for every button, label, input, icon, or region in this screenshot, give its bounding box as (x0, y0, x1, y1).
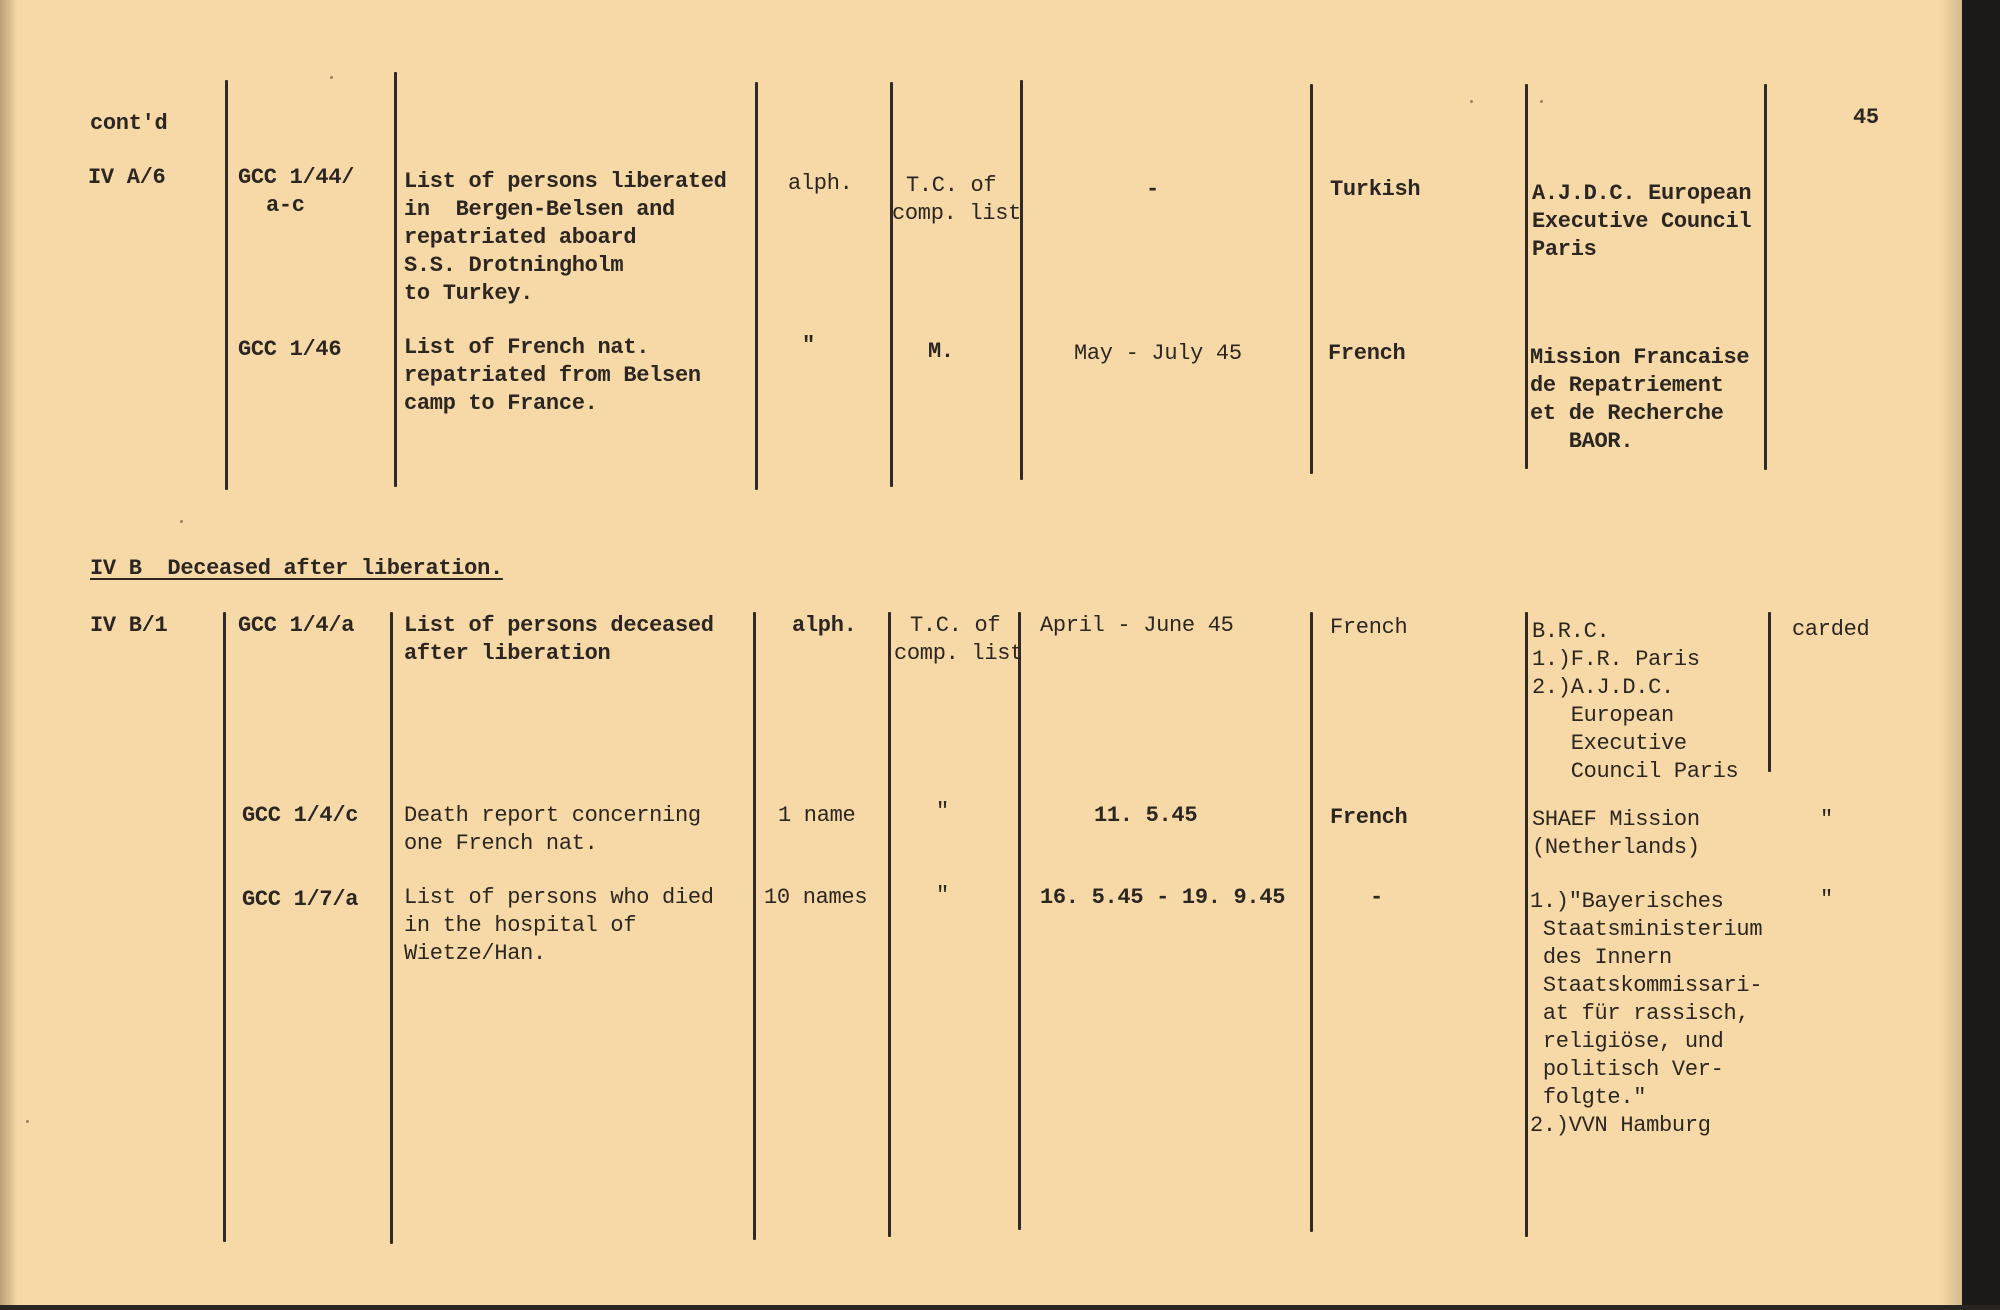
column-rule (394, 72, 397, 487)
section-heading: IV B Deceased after liberation. (90, 556, 503, 581)
description-line: repatriated from Belsen (404, 363, 701, 388)
row-nationality: French (1328, 341, 1406, 366)
row-remark: carded (1792, 617, 1870, 642)
paper-speck (180, 520, 183, 523)
source-line: SHAEF Mission (1532, 807, 1700, 832)
source-line: Paris (1532, 237, 1597, 262)
row-arrangement: alph. (788, 171, 853, 196)
row-period: 16. 5.45 - 19. 9.45 (1040, 885, 1286, 910)
row-arrangement: 1 name (778, 803, 856, 828)
column-rule (1764, 84, 1767, 470)
ref-line: GCC 1/44/ (238, 165, 355, 190)
source-line: 2.)VVN Hamburg (1530, 1113, 1711, 1138)
page-edge-shadow (1940, 0, 1962, 1305)
column-rule (223, 612, 226, 1242)
row-nationality: French (1330, 615, 1408, 640)
contd-label: cont'd (90, 111, 168, 136)
column-rule (755, 82, 758, 490)
source-line: 2.)A.J.D.C. (1532, 675, 1674, 700)
row-period: 11. 5.45 (1094, 803, 1198, 828)
type-line: T.C. of (906, 173, 997, 198)
paper-speck (1470, 100, 1473, 103)
source-line: religiöse, und (1530, 1029, 1724, 1054)
source-line: A.J.D.C. European (1532, 181, 1752, 206)
row-period: May - July 45 (1074, 341, 1242, 366)
source-line: folgte." (1530, 1085, 1647, 1110)
column-rule (1310, 612, 1313, 1232)
row-code: IV B/1 (90, 613, 168, 638)
column-rule (1310, 84, 1313, 474)
row-nationality: French (1330, 805, 1408, 830)
page-number: 45 (1853, 105, 1879, 130)
source-line: B.R.C. (1532, 619, 1610, 644)
description-line: to Turkey. (404, 281, 534, 306)
source-line: European (1532, 703, 1674, 728)
source-line: politisch Ver- (1530, 1057, 1724, 1082)
type-line: T.C. of (910, 613, 1001, 638)
page-fold-shadow (0, 0, 18, 1305)
description-line: List of persons liberated (404, 169, 727, 194)
column-rule (1018, 612, 1021, 1230)
row-arrangement: " (802, 333, 815, 358)
source-line: Staatskommissari- (1530, 973, 1763, 998)
row-period: April - June 45 (1040, 613, 1234, 638)
source-line: (Netherlands) (1532, 835, 1700, 860)
row-nationality: Turkish (1330, 177, 1421, 202)
description-line: S.S. Drotningholm (404, 253, 624, 278)
row-remark: " (1820, 807, 1833, 832)
source-line: de Repatriement (1530, 373, 1724, 398)
row-type: " (936, 799, 949, 824)
column-rule (890, 82, 893, 487)
paper-speck (26, 1120, 29, 1123)
row-type: M. (928, 339, 954, 364)
row-period: - (1146, 177, 1159, 202)
source-line: 1.)"Bayerisches (1530, 889, 1724, 914)
type-line: comp. list (892, 201, 1022, 226)
column-rule (1768, 612, 1771, 772)
description-line: Death report concerning (404, 803, 701, 828)
column-rule (888, 612, 891, 1237)
description-line: after liberation (404, 641, 611, 666)
description-line: repatriated aboard (404, 225, 637, 250)
type-line: comp. list (894, 641, 1024, 666)
description-line: List of persons who died (404, 885, 714, 910)
column-rule (390, 612, 393, 1244)
source-line: Council Paris (1532, 759, 1739, 784)
source-line: at für rassisch, (1530, 1001, 1750, 1026)
column-rule (1525, 84, 1528, 469)
row-remark: " (1820, 887, 1833, 912)
source-line: Executive Council (1532, 209, 1752, 234)
source-line: 1.)F.R. Paris (1532, 647, 1700, 672)
row-ref: GCC 1/4/a (238, 613, 355, 638)
row-arrangement: 10 names (764, 885, 868, 910)
row-type: " (936, 883, 949, 908)
description-line: one French nat. (404, 831, 598, 856)
row-ref: GCC 1/7/a (242, 887, 359, 912)
paper-speck (1540, 100, 1543, 103)
source-line: et de Recherche (1530, 401, 1724, 426)
source-line: Mission Francaise (1530, 345, 1750, 370)
row-arrangement: alph. (792, 613, 857, 638)
page-bottom-edge (0, 1305, 2000, 1310)
description-line: Wietze/Han. (404, 941, 546, 966)
description-line: List of French nat. (404, 335, 650, 360)
ref-line: a-c (266, 193, 305, 218)
column-rule (1525, 612, 1528, 1237)
row-nationality: - (1370, 885, 1383, 910)
source-line: des Innern (1530, 945, 1672, 970)
description-line: List of persons deceased (404, 613, 714, 638)
source-line: BAOR. (1530, 429, 1634, 454)
description-line: camp to France. (404, 391, 598, 416)
source-line: Staatsministerium (1530, 917, 1763, 942)
source-line: Executive (1532, 731, 1687, 756)
paper-speck (330, 76, 333, 79)
row-ref: GCC 1/4/c (242, 803, 359, 828)
column-rule (753, 612, 756, 1240)
description-line: in the hospital of (404, 913, 637, 938)
column-rule (225, 80, 228, 490)
row-ref: GCC 1/46 (238, 337, 342, 362)
description-line: in Bergen-Belsen and (404, 197, 675, 222)
row-code: IV A/6 (88, 165, 166, 190)
column-rule (1020, 80, 1023, 480)
